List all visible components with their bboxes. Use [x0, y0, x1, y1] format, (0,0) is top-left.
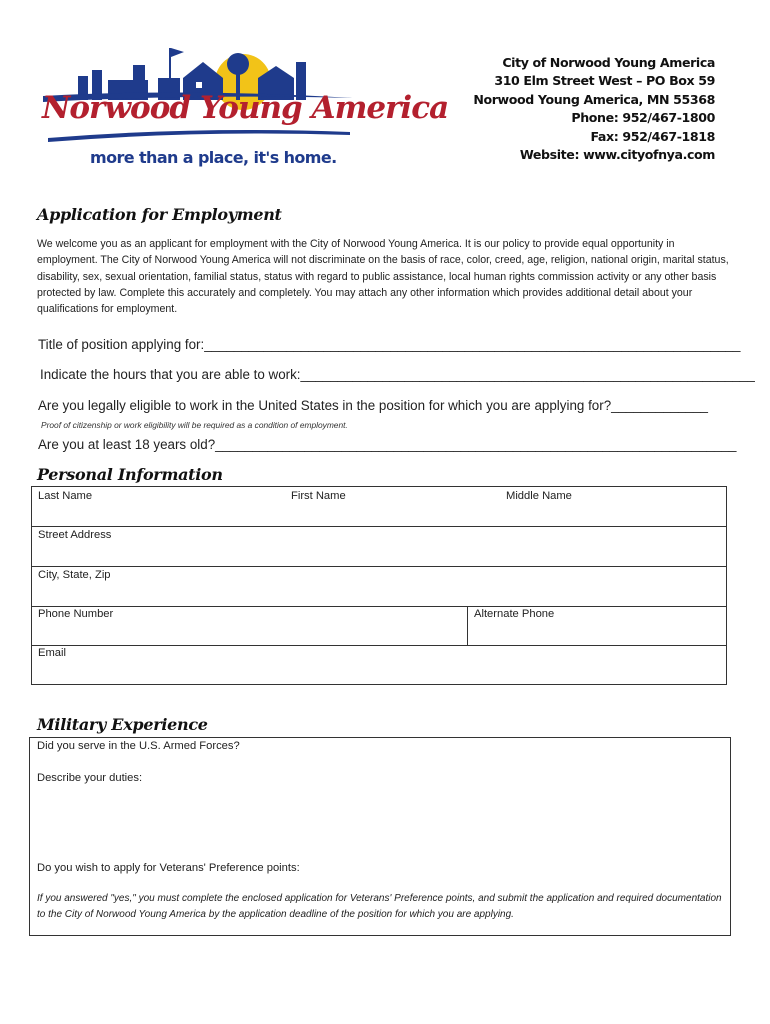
- application-heading: Application for Employment: [37, 205, 282, 224]
- contact-website[interactable]: Website: www.cityofnya.com: [519, 147, 715, 163]
- intro-paragraph: We welcome you as an applicant for employment with the City of Norwood Young America. It is our policy to provide equal opportunity in employment. The City of Norwood Young America will not discriminate on the basis of race, color, creed, age, religion, national origin, marital status, disability, sex, sexual orientation, familial status, status with regard to public assistance, local human rights commission activity or any other basis protected by law. Complete this accurately and completely. You may attach any other information which provides additional detail about your qualifications for employment.: [37, 238, 729, 316]
- street-address-field[interactable]: [31, 526, 727, 567]
- armed-forces-question[interactable]: Did you serve in the U.S. Armed Forces?: [37, 740, 240, 752]
- duties-question[interactable]: Describe your duties:: [37, 772, 143, 784]
- logo-wordmark: Norwood Young America: [42, 90, 449, 126]
- phone-number-field[interactable]: [31, 606, 468, 646]
- middle-name-label: Middle Name: [506, 490, 572, 502]
- alternate-phone-label: Alternate Phone: [474, 608, 555, 620]
- eligibility-note: Proof of citizenship or work eligibility will be required as a condition of employment.: [41, 420, 348, 430]
- contact-fax: Fax: 952/467-1818: [590, 128, 715, 144]
- logo-tagline: more than a place, it's home.: [90, 148, 337, 167]
- contact-address: 310 Elm Street West – PO Box 59: [494, 73, 715, 89]
- city-state-zip-label: City, State, Zip: [38, 569, 111, 581]
- name-row[interactable]: [31, 486, 727, 527]
- city-state-zip-field[interactable]: [31, 566, 727, 607]
- contact-phone: Phone: 952/467-1800: [571, 110, 715, 126]
- veterans-preference-question[interactable]: Do you wish to apply for Veterans' Preference points:: [37, 862, 300, 874]
- alternate-phone-field[interactable]: [467, 606, 727, 646]
- military-heading: Military Experience: [37, 715, 208, 734]
- email-label: Email: [38, 647, 66, 659]
- position-question[interactable]: Title of position applying for:________________________________________________________________________: [38, 337, 741, 352]
- eligibility-question[interactable]: Are you legally eligible to work in the United States in the position for which you are applying for?_____________: [38, 398, 708, 413]
- email-field[interactable]: [31, 645, 727, 685]
- city-logo: [38, 40, 449, 172]
- contact-city: Norwood Young America, MN 55368: [473, 91, 715, 107]
- contact-block: [473, 54, 715, 164]
- personal-heading: Personal Information: [37, 465, 223, 484]
- age-question[interactable]: Are you at least 18 years old?______________________________________________________________________: [38, 437, 737, 452]
- contact-org: City of Norwood Young America: [502, 55, 715, 70]
- street-address-label: Street Address: [38, 529, 112, 541]
- first-name-label: First Name: [291, 490, 346, 502]
- last-name-label: Last Name: [38, 490, 93, 502]
- phone-number-label: Phone Number: [38, 608, 114, 620]
- hours-question[interactable]: Indicate the hours that you are able to work:_____________________________________________________________: [40, 367, 755, 382]
- veterans-preference-note: If you answered "yes," you must complete the enclosed application for Veterans' Preference points, and submit the application and required documentation to the City of Norwood Young America by the application deadline of the position for which you are applying.: [37, 893, 722, 920]
